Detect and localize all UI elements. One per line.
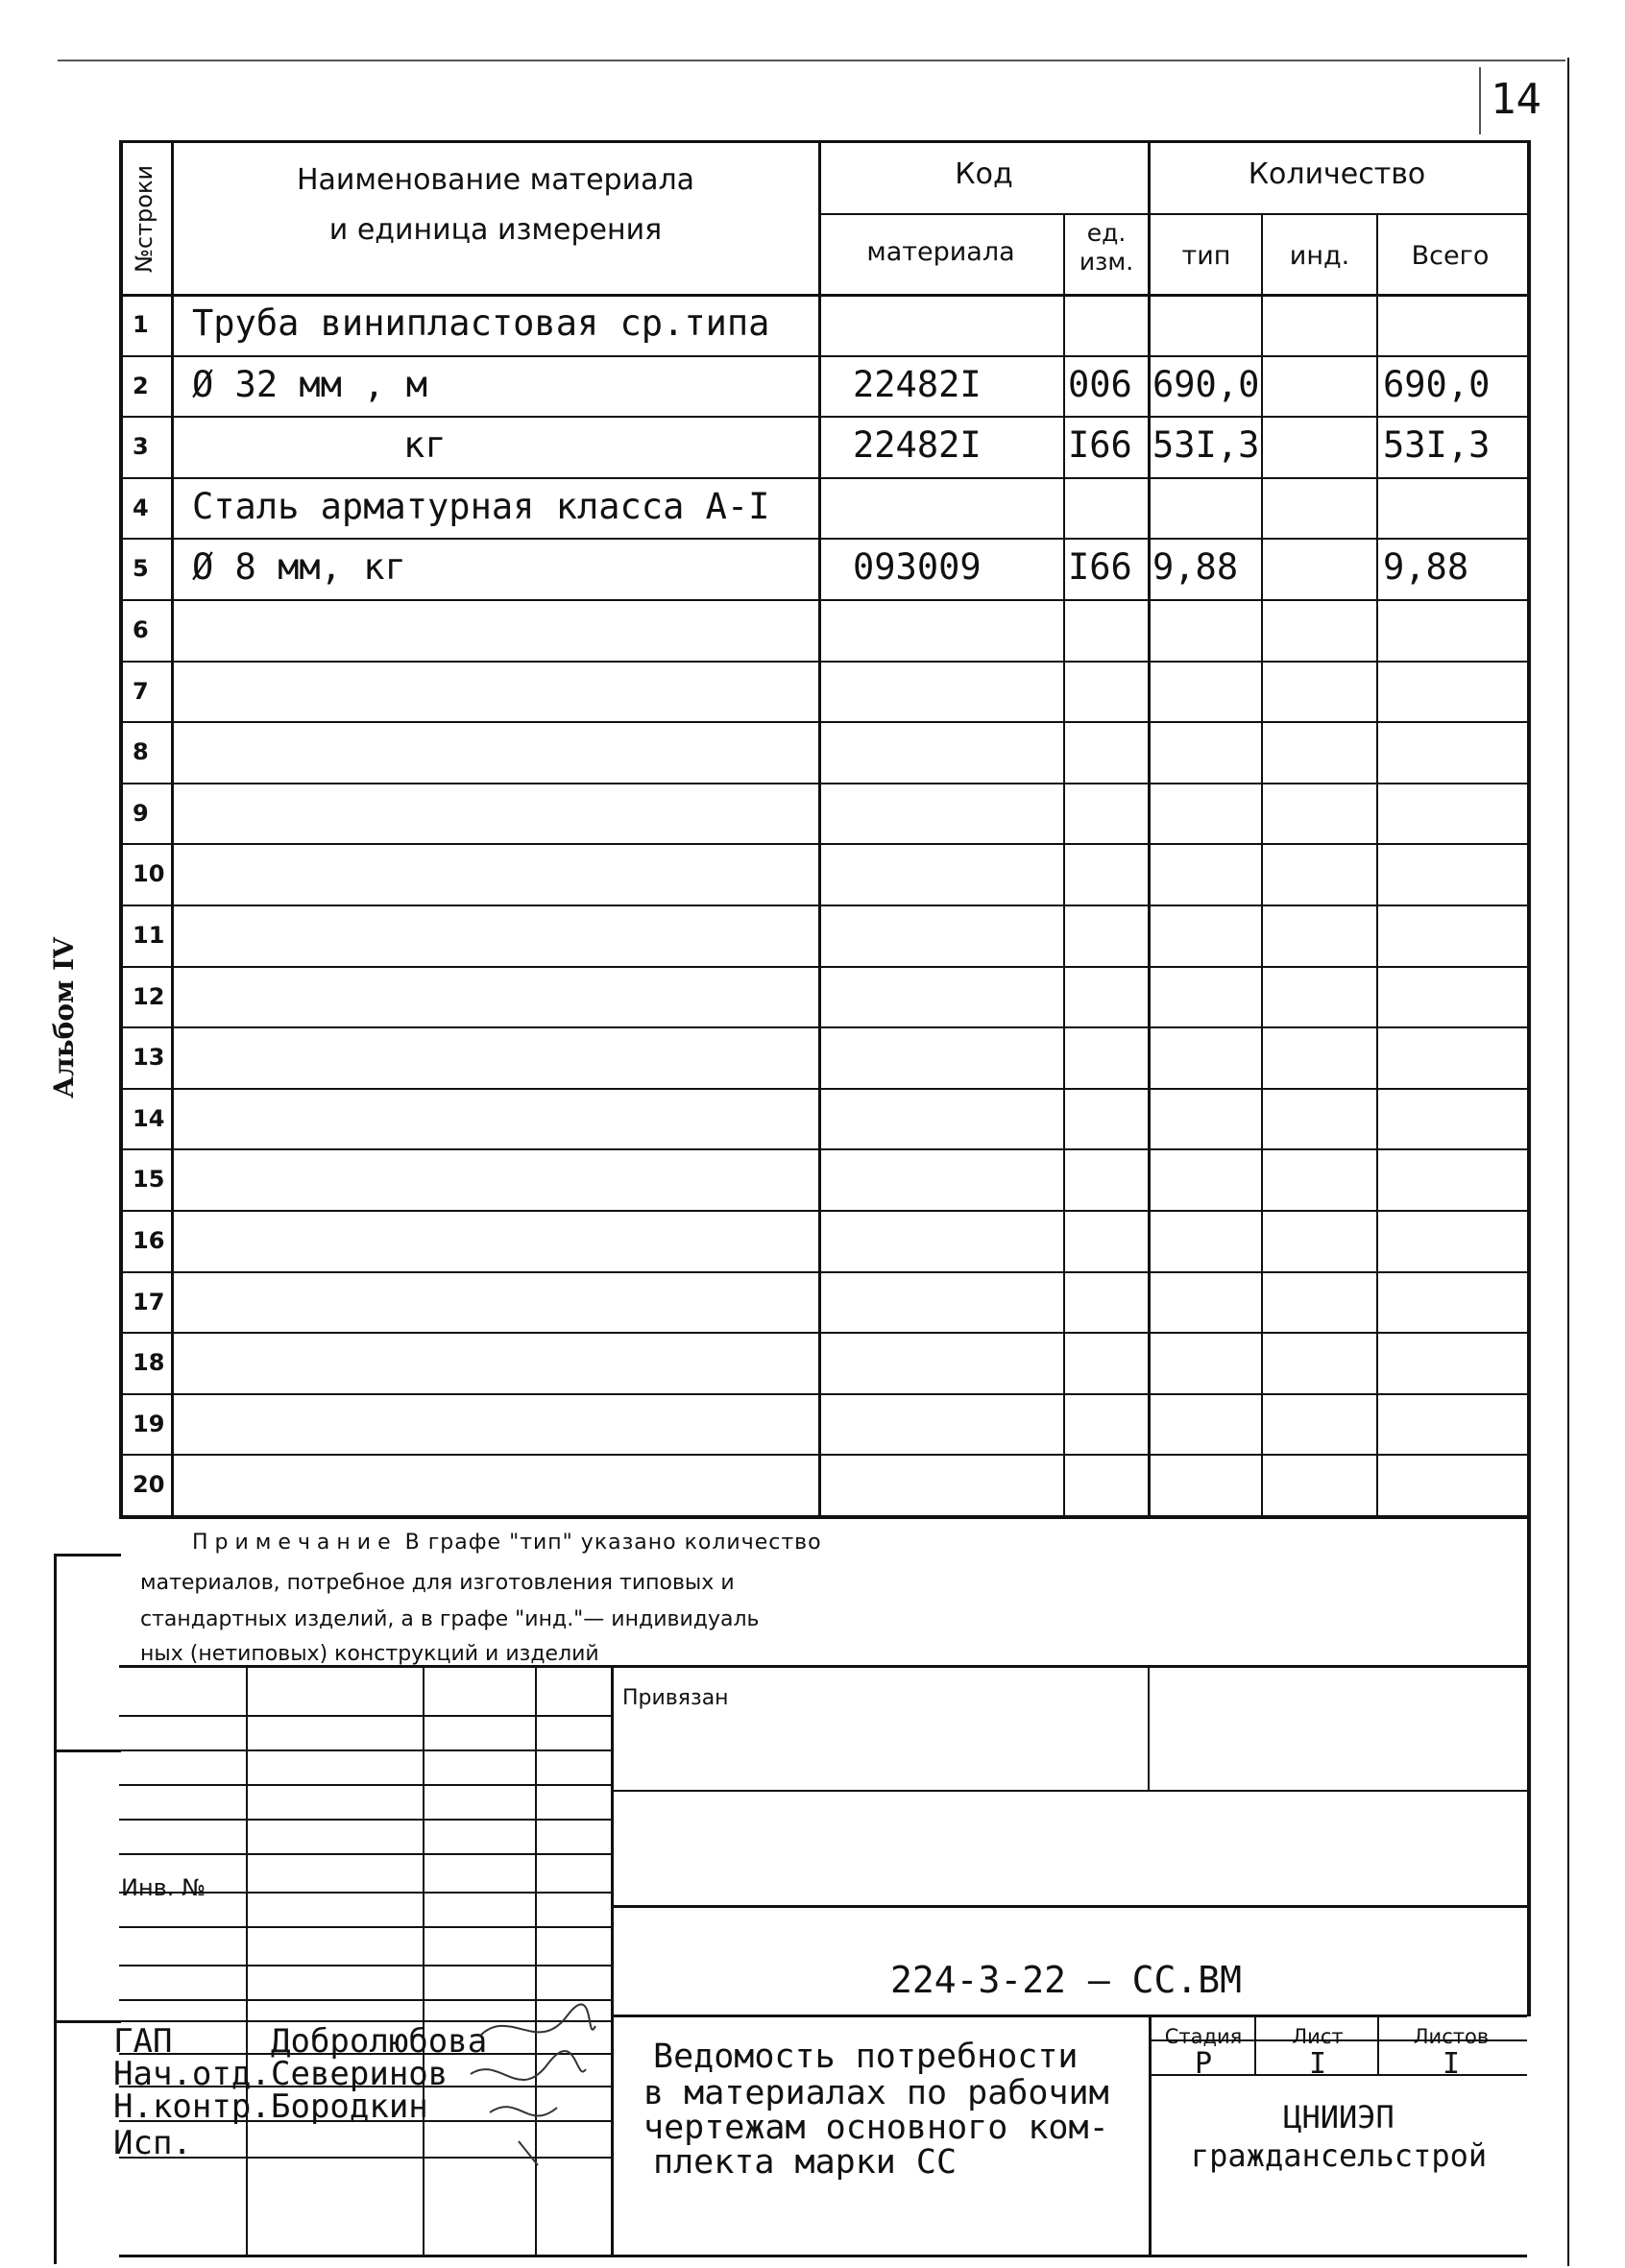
row-material-code: 22482I — [853, 363, 982, 405]
grid-line-h — [611, 2015, 1527, 2017]
row-material-name: Сталь арматурная класса А-I — [192, 485, 770, 527]
grid-line-v — [171, 140, 174, 1515]
stamp-role-2: Н.контр. — [113, 2087, 271, 2126]
stamp-title-line2: в материалах по рабочим — [643, 2074, 1109, 2112]
row-number: 3 — [133, 433, 149, 461]
grid-line-h — [119, 783, 1527, 784]
row-number: 6 — [133, 616, 149, 643]
grid-line-v — [54, 1554, 57, 2264]
header-qty-total: Всего — [1411, 241, 1490, 271]
row-material-name: Ø 8 мм, кг — [192, 546, 406, 589]
note-line3: стандартных изделий, а в графе "инд."— индивидуаль — [140, 1607, 760, 1631]
row-number: 14 — [133, 1104, 165, 1132]
grid-line-h — [119, 140, 1527, 143]
row-number: 5 — [133, 555, 149, 583]
row-unit-code: I66 — [1068, 546, 1132, 589]
grid-line-h — [119, 661, 1527, 663]
row-number: 2 — [133, 372, 149, 399]
note-line1-text: В графе "тип" указано количество — [404, 1531, 822, 1555]
header-row-no-cell — [123, 144, 173, 298]
grid-line-h — [119, 1026, 1527, 1028]
stamp-role-0: ГАП — [113, 2022, 173, 2061]
grid-line-v — [611, 1665, 614, 2256]
grid-line-h — [119, 966, 1527, 968]
row-number: 11 — [133, 922, 165, 949]
header-qty-type: тип — [1181, 241, 1231, 271]
row-qty-total: 690,0 — [1383, 363, 1491, 405]
row-number: 8 — [133, 738, 149, 766]
stamp-privyazan: Привязан — [622, 1686, 729, 1710]
grid-line-h — [119, 355, 1527, 357]
stamp-name-1: Северинов — [271, 2055, 449, 2093]
grid-line-h — [119, 1749, 611, 1751]
row-number: 15 — [133, 1166, 165, 1194]
stamp-name-0: Добролюбова — [271, 2022, 488, 2061]
stamp-stage: Р — [1194, 2047, 1213, 2081]
note-label: Примечание — [192, 1531, 398, 1555]
stamp-title-line3: чертежам основного ком- — [643, 2109, 1109, 2147]
stamp-sheet-label: Лист — [1292, 2025, 1344, 2048]
grid-line-h — [119, 1271, 1527, 1273]
stamp-name-2: Бородкин — [271, 2087, 428, 2126]
row-qty-type: 53I,3 — [1152, 424, 1260, 467]
grid-line-v — [1261, 213, 1263, 1515]
stamp-title-line4: плекта марки СС — [653, 2143, 958, 2182]
stamp-inv-no: Инв. № — [121, 1874, 206, 1901]
header-qty-group: Количество — [1248, 157, 1426, 191]
row-unit-code: 006 — [1068, 363, 1132, 405]
grid-line-h — [54, 1554, 121, 1556]
grid-line-h — [119, 294, 1527, 297]
grid-line-h — [54, 2020, 121, 2023]
row-number: 16 — [133, 1227, 165, 1254]
grid-line-h — [119, 843, 1527, 845]
grid-line-v — [423, 1665, 424, 2256]
header-qty-ind: инд. — [1289, 241, 1350, 271]
grid-line-h — [119, 1926, 611, 1928]
row-material-name: кг — [403, 424, 447, 467]
grid-line-h — [818, 213, 1527, 215]
stamp-role-3: Исп. — [113, 2124, 192, 2162]
row-qty-total: 9,88 — [1383, 546, 1469, 589]
row-number: 10 — [133, 860, 165, 888]
scan-edge-line — [58, 60, 1565, 61]
row-number: 13 — [133, 1044, 165, 1072]
row-number: 1 — [133, 311, 149, 338]
album-label: Альбом IV — [48, 937, 80, 1098]
grid-line-v — [246, 1665, 248, 2256]
grid-line-h — [119, 1148, 1527, 1150]
row-material-name: Труба винипластовая ср.типа — [192, 302, 770, 344]
row-number: 7 — [133, 677, 149, 705]
grid-line-h — [119, 1454, 1527, 1456]
grid-line-h — [119, 1853, 611, 1855]
stamp-sheets: I — [1442, 2047, 1461, 2081]
row-qty-total: 53I,3 — [1383, 424, 1491, 467]
grid-line-h — [119, 1210, 1527, 1212]
sheet-mark: 14 — [1491, 75, 1541, 124]
row-number: 18 — [133, 1349, 165, 1377]
stamp-role-1: Нач.отд. — [113, 2055, 271, 2093]
grid-line-v — [1063, 213, 1065, 1515]
grid-line-v — [1149, 2015, 1152, 2255]
row-number: 4 — [133, 494, 149, 521]
header-name-line2: и единица измерения — [328, 213, 663, 247]
header-name-line1: Наименование материала — [296, 163, 695, 197]
grid-line-h — [119, 1784, 611, 1786]
row-qty-type: 9,88 — [1152, 546, 1239, 589]
signature-scribbles — [461, 1997, 605, 2170]
header-code-group: Код — [955, 157, 1013, 191]
grid-line-v — [1148, 140, 1151, 1515]
row-number: 12 — [133, 982, 165, 1010]
stamp-title-line1: Ведомость потребности — [653, 2038, 1079, 2076]
header-code-unit: ед. изм. — [1079, 219, 1134, 276]
row-material-name: Ø 32 мм , м — [192, 363, 428, 405]
grid-line-v — [1376, 213, 1378, 1515]
grid-line-h — [611, 1790, 1527, 1792]
grid-line-v — [1527, 140, 1531, 2016]
grid-line-h — [119, 1819, 611, 1821]
grid-line-h — [119, 2255, 1527, 2257]
grid-line-h — [119, 599, 1527, 601]
note-line4: ных (нетиповых) конструкций и изделий — [140, 1642, 599, 1666]
grid-line-v — [1567, 58, 1569, 2266]
grid-line-h — [54, 1749, 121, 1752]
grid-line-v — [1148, 1665, 1150, 1790]
grid-line-h — [611, 1905, 1527, 1908]
stamp-sheets-label: Листов — [1413, 2025, 1490, 2048]
header-row-no: №строки — [131, 164, 158, 274]
row-number: 20 — [133, 1471, 165, 1499]
row-material-code: 093009 — [853, 546, 982, 589]
grid-line-h — [119, 1088, 1527, 1090]
grid-line-v — [818, 140, 821, 1515]
stamp-org-line1: ЦНИИЭП — [1283, 2099, 1395, 2135]
row-qty-type: 690,0 — [1152, 363, 1260, 405]
grid-line-h — [119, 721, 1527, 723]
stamp-doc-code: 224-3-22 — СС.ВМ — [889, 1959, 1243, 2001]
note-line2: материалов, потребное для изготовления типовых и — [140, 1571, 735, 1595]
stamp-stage-label: Стадия — [1164, 2025, 1243, 2048]
grid-line-h — [119, 1715, 611, 1717]
grid-line-h — [119, 1965, 611, 1966]
stamp-org-line2: граждансельстрой — [1190, 2137, 1488, 2174]
grid-line-h — [119, 905, 1527, 906]
grid-line-h — [119, 416, 1527, 418]
grid-line-h — [119, 1332, 1527, 1334]
header-code-material: материала — [866, 237, 1015, 267]
grid-line-h — [119, 538, 1527, 540]
row-material-code: 22482I — [853, 424, 982, 467]
grid-line-h — [119, 477, 1527, 479]
note-line1 — [192, 1531, 822, 1555]
stamp-sheet: I — [1308, 2047, 1327, 2081]
grid-line-h — [119, 1393, 1527, 1395]
row-number: 19 — [133, 1410, 165, 1437]
row-number: 17 — [133, 1288, 165, 1315]
row-number: 9 — [133, 799, 149, 827]
grid-line-h — [119, 1515, 1527, 1519]
grid-line-v — [119, 140, 123, 1515]
row-unit-code: I66 — [1068, 424, 1132, 467]
